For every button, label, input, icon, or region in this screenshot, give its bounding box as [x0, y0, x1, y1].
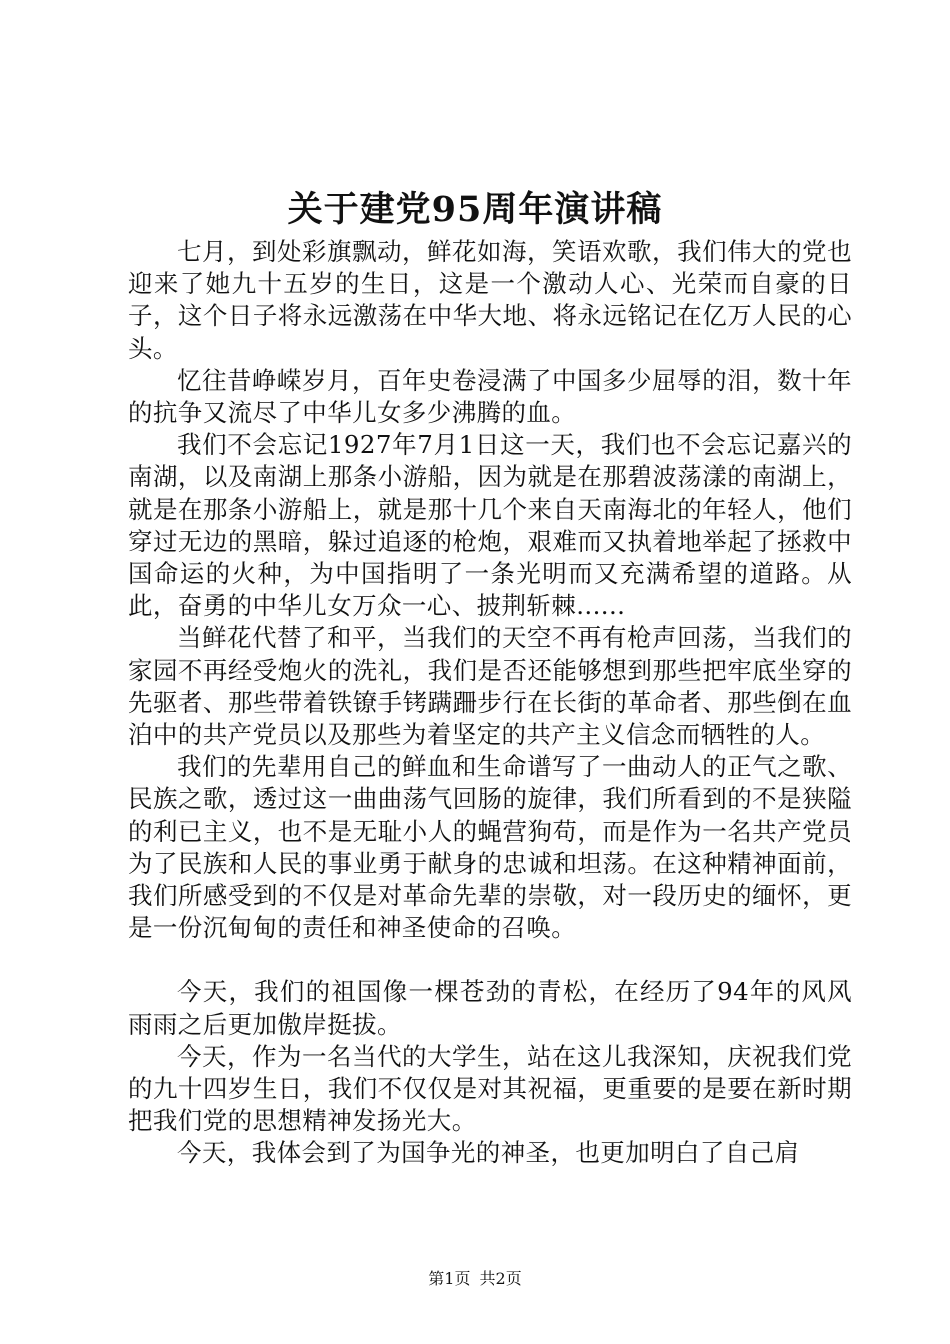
document-body	[128, 236, 852, 1170]
paragraph-gap	[128, 944, 852, 976]
paragraph-8: 今天，我体会到了为国争光的神圣，也更加明白了自己肩	[177, 1138, 800, 1168]
paragraph-5: 我们的先辈用自己的鲜血和生命谱写了一曲动人的正气之歌、民族之歌，透过这一曲曲荡气回肠的旋律，我们所看到的不是狭隘的利已主义，也不是无耻小人的蝇营狗苟，而是作为一名共产党员为了民族和人民的事业勇于献身的忠诚和坦荡。在这种精神面前，我们所感受到的不仅是对革命先辈的崇敬，对一段历史的缅怀，更是一份沉甸甸的责任和神圣使命的召唤。	[128, 752, 852, 943]
paragraph-6: 今天，我们的祖国像一棵苍劲的青松，在经历了94年的风风雨雨之后更加傲岸挺拔。	[128, 977, 852, 1039]
paragraph-3: 我们不会忘记1927年7月1日这一天，我们也不会忘记嘉兴的南湖，以及南湖上那条小游船，因为就是在那碧波荡漾的南湖上，就是在那条小游船上，就是那十几个来自天南海北的年轻人，他们穿过无边的黑暗，躲过追逐的枪炮，艰难而又执着地举起了拯救中国命运的火种，为中国指明了一条光明而又充满希望的道路。从此，奋勇的中华儿女万众一心、披荆斩棘......	[128, 430, 852, 621]
page-footer	[0, 1268, 950, 1290]
paragraph-7: 今天，作为一名当代的大学生，站在这儿我深知，庆祝我们党的九十四岁生日，我们不仅仅是对其祝福，更重要的是要在新时期把我们党的思想精神发扬光大。	[128, 1041, 852, 1136]
paragraph-1: 七月，到处彩旗飘动，鲜花如海，笑语欢歌，我们伟大的党也迎来了她九十五岁的生日，这是一个激动人心、光荣而自豪的日子，这个日子将永远激荡在中华大地、将永远铭记在亿万人民的心头。	[128, 237, 852, 363]
page-number: 第1页	[428, 1269, 471, 1288]
page-total: 共2页	[479, 1269, 522, 1288]
document-title: 关于建党95周年演讲稿	[287, 189, 663, 230]
paragraph-2: 忆往昔峥嵘岁月，百年史卷浸满了中国多少屈辱的泪，数十年的抗争又流尽了中华儿女多少沸腾的血。	[128, 365, 852, 428]
paragraph-4: 当鲜花代替了和平，当我们的天空不再有枪声回荡，当我们的家园不再经受炮火的洗礼，我们是否还能够想到那些把牢底坐穿的先驱者、那些带着铁镣手铐蹒跚步行在长街的革命者、那些倒在血泊中的共产党员以及那些为着坚定的共产主义信念而牺牲的人。	[128, 623, 852, 750]
